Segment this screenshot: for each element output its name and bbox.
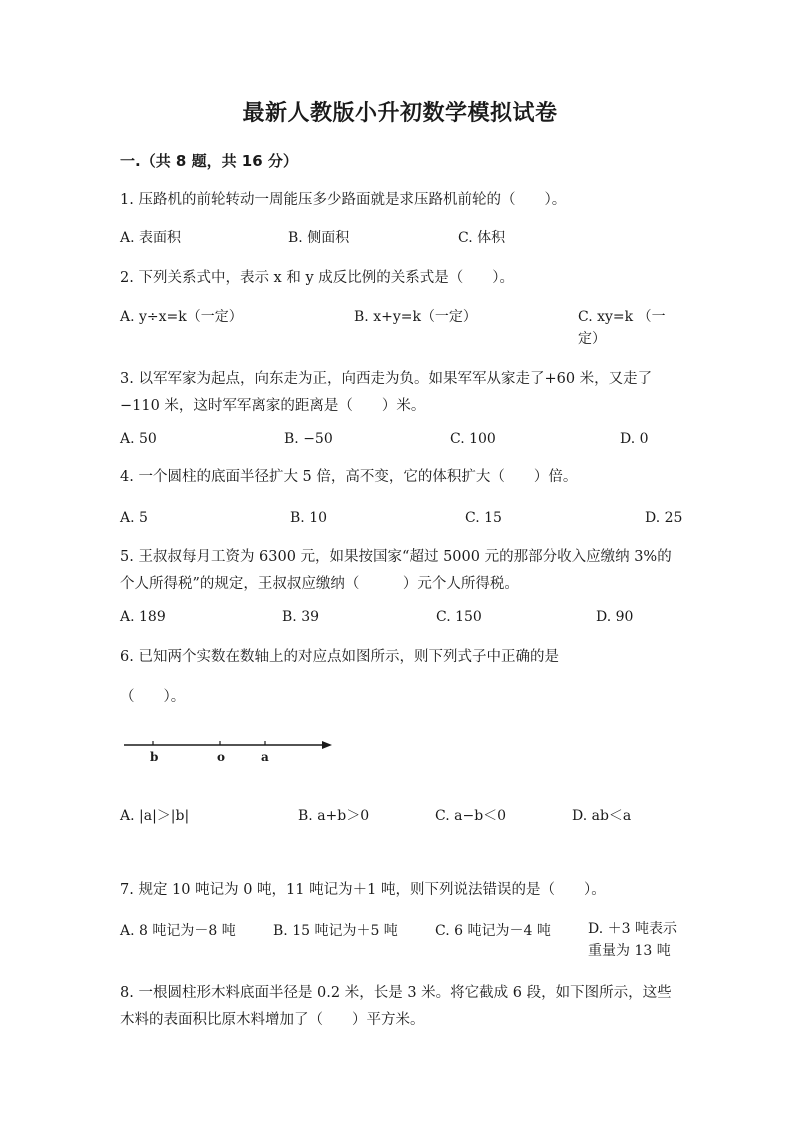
page-title: 最新人教版小升初数学模拟试卷 <box>242 101 558 126</box>
axis-label-a: a <box>261 750 269 764</box>
option-b[interactable]: B. 10 <box>290 510 328 526</box>
question-2: 2. 下列关系式中，表示 x 和 y 成反比例的关系式是（ ）。 <box>120 270 514 286</box>
option-c[interactable]: C. a−b＜0 <box>435 808 507 824</box>
question-5: 5. 王叔叔每月工资为 6300 元，如果按国家“超过 5000 元的那部分收入应缴纳 3%的个人所得税”的规定，王叔叔应缴纳（ ）元个人所得税。 <box>120 549 672 592</box>
question-1: 1. 压路机的前轮转动一周能压多少路面就是求压路机前轮的（ ）。 <box>120 192 567 208</box>
option-a[interactable]: A. |a|＞|b| <box>120 808 190 824</box>
option-c[interactable]: C. xy=k （一定） <box>578 309 666 347</box>
option-b[interactable]: B. 15 吨记为＋5 吨 <box>273 923 398 939</box>
option-d[interactable]: D. 25 <box>645 510 683 526</box>
question-6: 6. 已知两个实数在数轴上的对应点如图所示，则下列式子中正确的是 <box>120 649 559 665</box>
option-b[interactable]: B. x+y=k（一定） <box>354 309 477 325</box>
option-b[interactable]: B. 侧面积 <box>288 230 350 246</box>
axis-label-o: o <box>217 750 226 764</box>
axis-label-b: b <box>150 750 159 764</box>
option-a[interactable]: A. 8 吨记为－8 吨 <box>120 923 236 939</box>
option-c[interactable]: C. 100 <box>450 431 496 447</box>
option-c[interactable]: C. 6 吨记为－4 吨 <box>435 923 551 939</box>
question-4: 4. 一个圆柱的底面半径扩大 5 倍，高不变，它的体积扩大（ ）倍。 <box>120 469 578 485</box>
option-b[interactable]: B. −50 <box>284 431 333 447</box>
option-c[interactable]: C. 体积 <box>458 230 506 246</box>
option-a[interactable]: A. 189 <box>120 609 166 625</box>
question-3: 3. 以军军家为起点，向东走为正，向西走为负。如果军军从家走了+60 米，又走了−110 米，这时军军离家的距离是（ ）米。 <box>120 371 653 414</box>
option-a[interactable]: A. 表面积 <box>120 230 182 246</box>
question-7: 7. 规定 10 吨记为 0 吨，11 吨记为＋1 吨，则下列说法错误的是（ ）。 <box>120 882 606 898</box>
section-heading: 一.（共 8 题，共 16 分） <box>120 152 298 170</box>
option-b[interactable]: B. a+b＞0 <box>298 808 370 824</box>
question-8: 8. 一根圆柱形木料底面半径是 0.2 米，长是 3 米。将它截成 6 段，如下图所示，这些木料的表面积比原木料增加了（ ）平方米。 <box>120 985 672 1028</box>
option-a[interactable]: A. 5 <box>120 510 148 526</box>
question-6-blank: （ ）。 <box>120 689 186 705</box>
option-a[interactable]: A. y÷x=k（一定） <box>120 309 243 325</box>
option-d[interactable]: D. 0 <box>620 431 649 447</box>
option-d-continuation-spacer <box>120 940 320 962</box>
option-d[interactable]: D. 90 <box>596 609 634 625</box>
option-d[interactable]: D. ab＜a <box>572 808 632 824</box>
option-b[interactable]: B. 39 <box>282 609 320 625</box>
option-c[interactable]: C. 15 <box>465 510 502 526</box>
option-d[interactable]: D. ＋3 吨表示重量为 13 吨 <box>588 921 677 959</box>
option-a[interactable]: A. 50 <box>120 431 157 447</box>
option-c[interactable]: C. 150 <box>436 609 482 625</box>
